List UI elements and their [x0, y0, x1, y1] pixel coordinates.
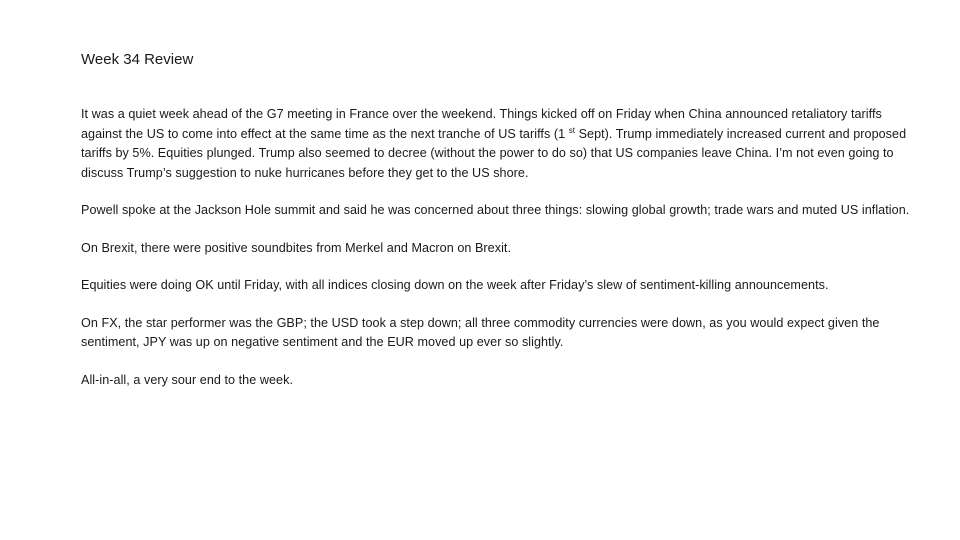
paragraph-text-continued: Sept). Trump immediately increased current and proposed tariffs by 5%. Equities plunged. Trump also seemed to decree (without the power to do so) that US companies leave China. I’m not even going to discuss Trump’s suggestion to nuke hurricanes before they get to the US shore.: [81, 126, 907, 180]
slide-title: Week 34 Review: [81, 51, 194, 68]
paragraph-brexit: On Brexit, there were positive soundbites from Merkel and Macron on Brexit.: [81, 240, 512, 255]
paragraph-equities: Equities were doing OK until Friday, with all indices closing down on the week after Friday’s slew of sentiment-killing announcements.: [81, 278, 829, 292]
paragraph-summary: All-in-all, a very sour end to the week.: [81, 372, 293, 387]
slide-content: [81, 50, 911, 408]
paragraph-fx: On FX, the star performer was the GBP; the USD took a step down; all three commodity currencies were down, as you would expect given the sentiment, JPY was up on negative sentiment and the EUR moved up ever so slightly.: [81, 315, 880, 349]
paragraph-g7-tariffs: [81, 105, 911, 183]
paragraph-text: It was a quiet week ahead of the G7 meeting in France over the weekend. Things kicked off on Friday when China announced retaliatory tariffs against the US to come into effect at the same time as the next tranche of US tariffs (1: [81, 107, 882, 141]
paragraph-powell: Powell spoke at the Jackson Hole summit and said he was concerned about three things: slowing global growth; trade wars and muted US inflation.: [81, 203, 910, 217]
ordinal-suffix: st: [568, 125, 576, 135]
